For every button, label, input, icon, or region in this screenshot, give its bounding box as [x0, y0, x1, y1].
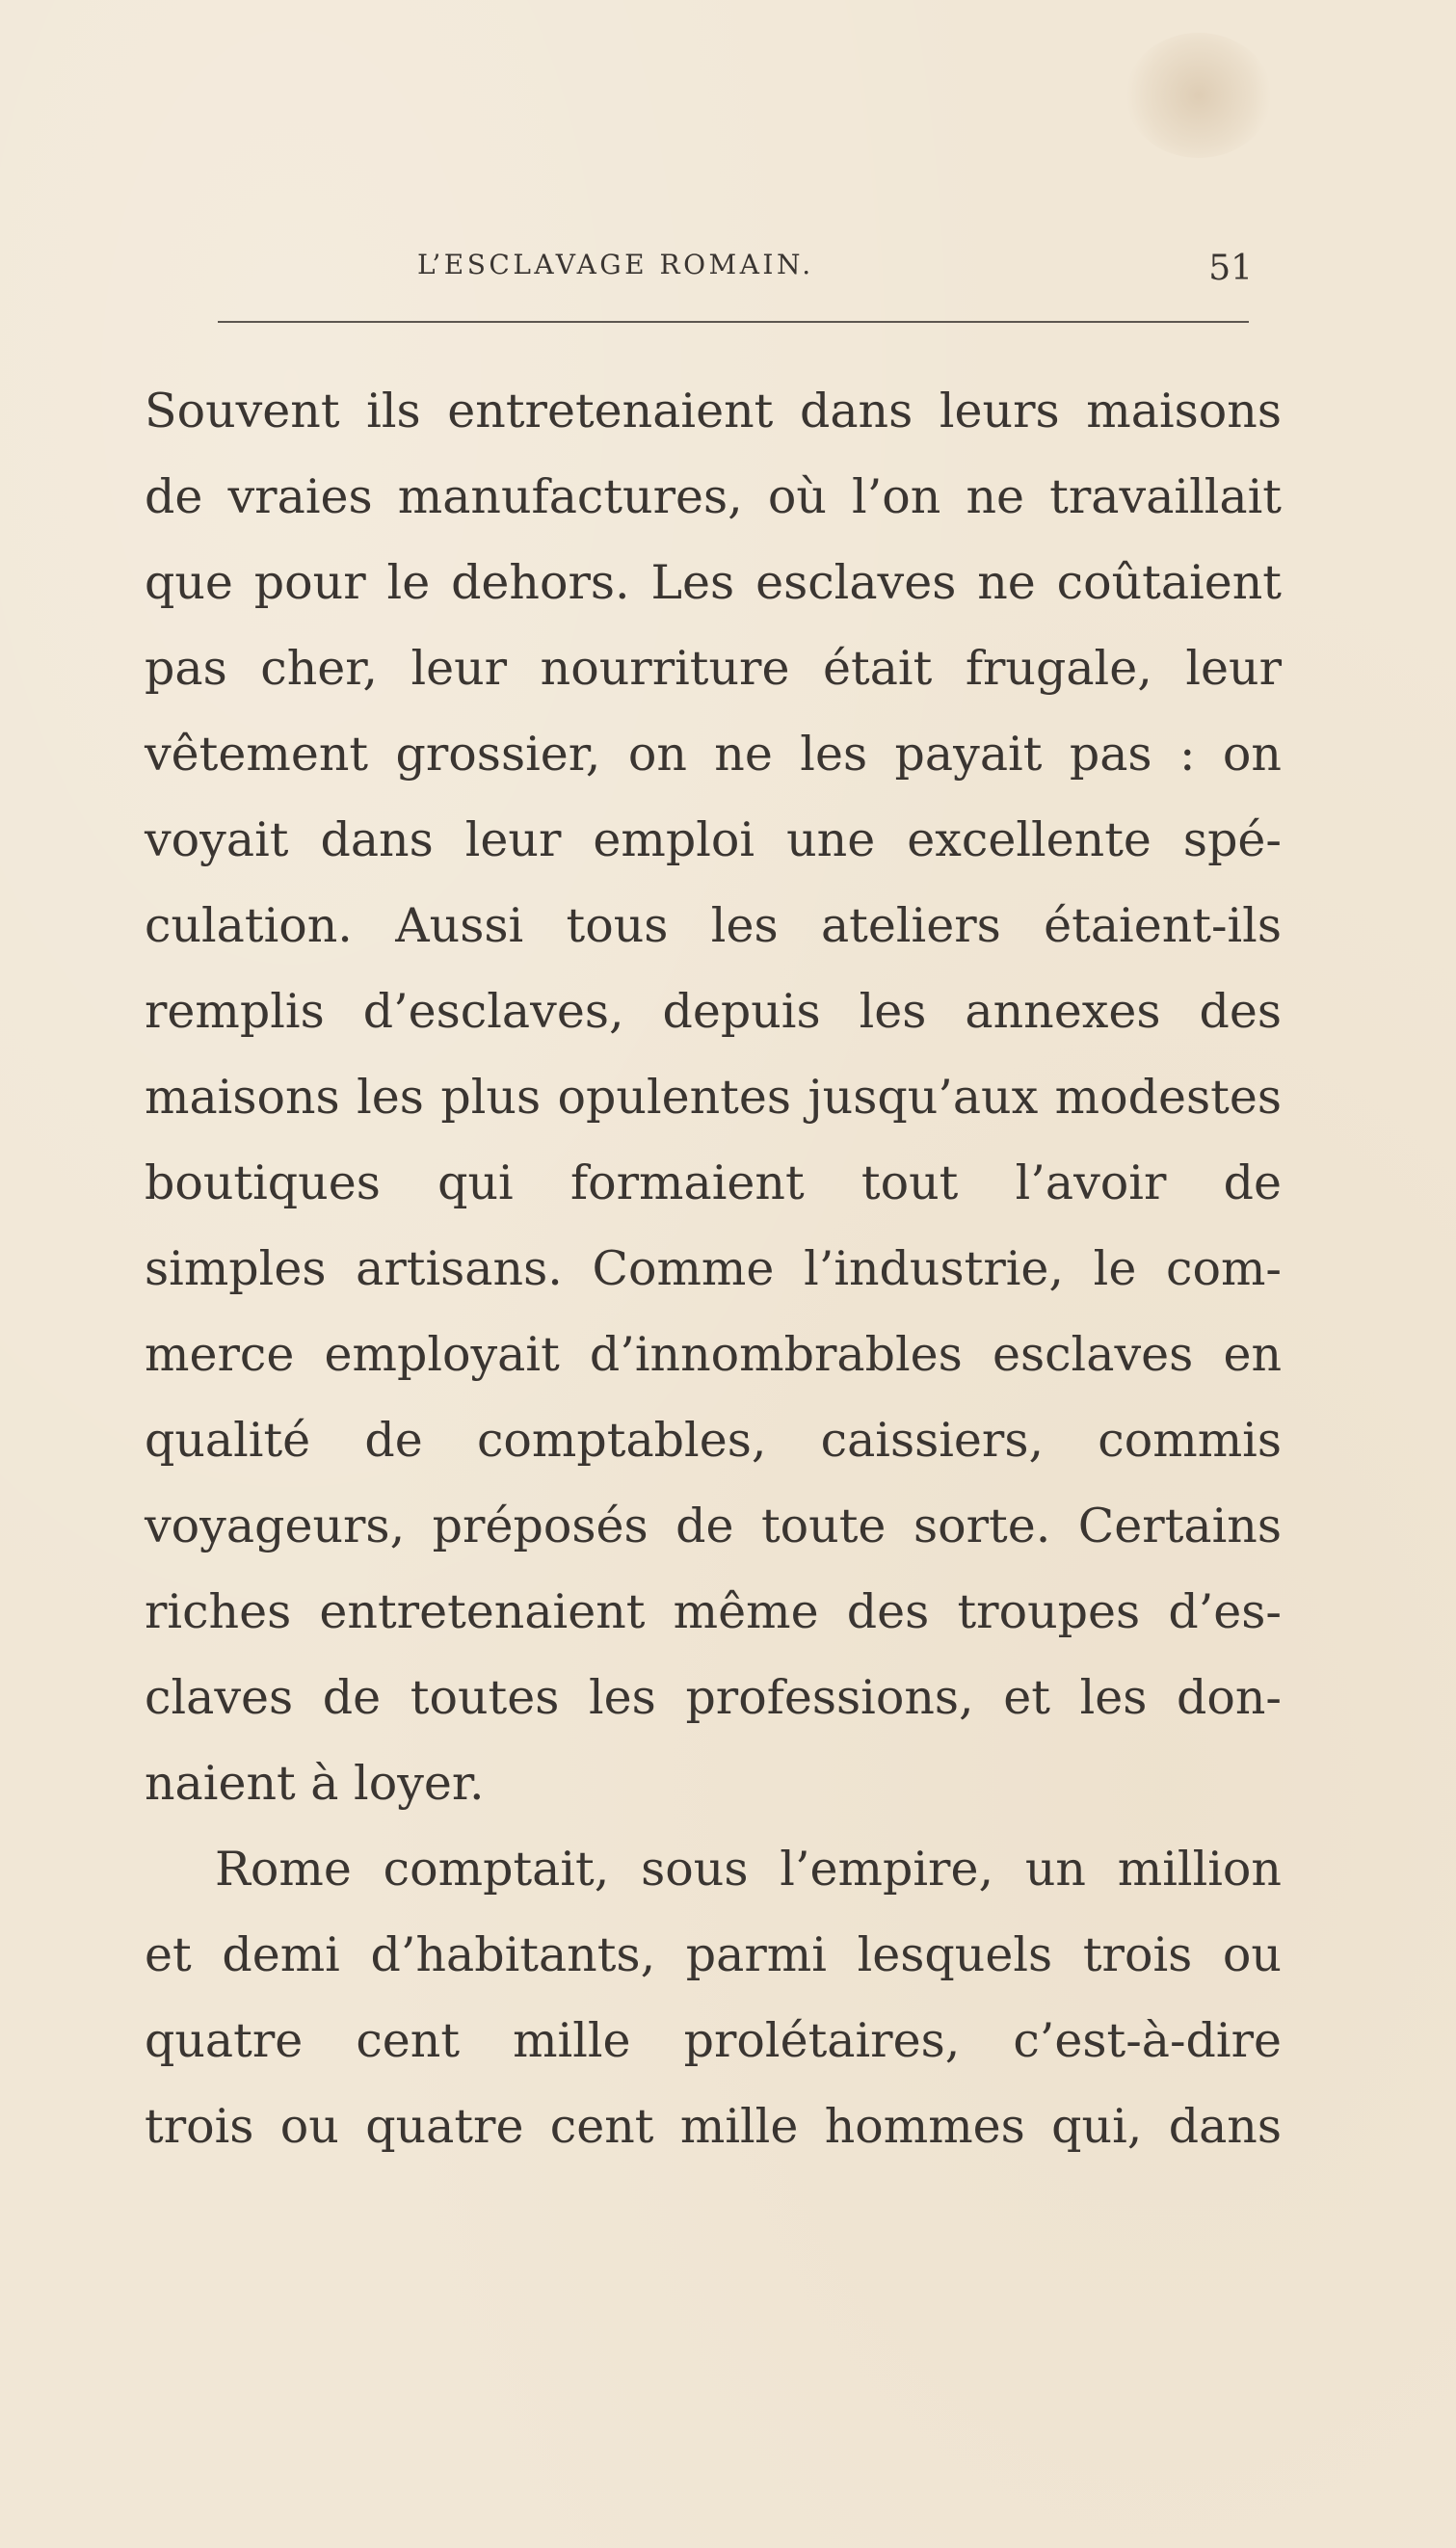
running-head [145, 249, 1253, 297]
paper-stain [1125, 33, 1272, 158]
text-line: trois ou quatre cent mille hommes qui, dans [145, 2099, 1282, 2154]
text-line: boutiques qui formaient tout l’avoir de [145, 1155, 1282, 1210]
header-rule [218, 321, 1249, 323]
text-line: quatre cent mille prolétaires, c’est-à-dire [145, 2013, 1282, 2068]
paragraph-last-line: naient à loyer. [145, 1756, 485, 1811]
body-text [145, 368, 1282, 2169]
paragraph-first-line: Rome comptait, sous l’empire, un million [215, 1842, 1282, 1897]
text-line: Souvent ils entretenaient dans leurs maisons [145, 384, 1282, 438]
text-line: et demi d’habitants, parmi lesquels trois ou [145, 1927, 1282, 1982]
text-line: culation. Aussi tous les ateliers étaient-ils [145, 898, 1282, 953]
text-line: vêtement grossier, on ne les payait pas : on [145, 727, 1282, 782]
text-line: remplis d’esclaves, depuis les annexes des [145, 984, 1282, 1039]
text-line: que pour le dehors. Les esclaves ne coûtaient [145, 555, 1282, 610]
text-line: claves de toutes les professions, et les don- [145, 1670, 1282, 1725]
running-title: L’ESCLAVAGE ROMAIN. [417, 249, 814, 280]
text-line: voyait dans leur emploi une excellente spé- [145, 812, 1282, 867]
text-line: qualité de comptables, caissiers, commis [145, 1413, 1282, 1468]
text-line: de vraies manufactures, où l’on ne travaillait [145, 469, 1282, 524]
text-line: simples artisans. Comme l’industrie, le com- [145, 1241, 1282, 1296]
text-line: riches entretenaient même des troupes d’es- [145, 1584, 1282, 1639]
text-line: pas cher, leur nourriture était frugale, leur [145, 641, 1282, 696]
page-number: 51 [1208, 249, 1253, 288]
text-line: merce employait d’innombrables esclaves en [145, 1327, 1282, 1382]
text-line: maisons les plus opulentes jusqu’aux modestes [145, 1070, 1282, 1125]
text-line: voyageurs, préposés de toute sorte. Certains [145, 1499, 1282, 1553]
